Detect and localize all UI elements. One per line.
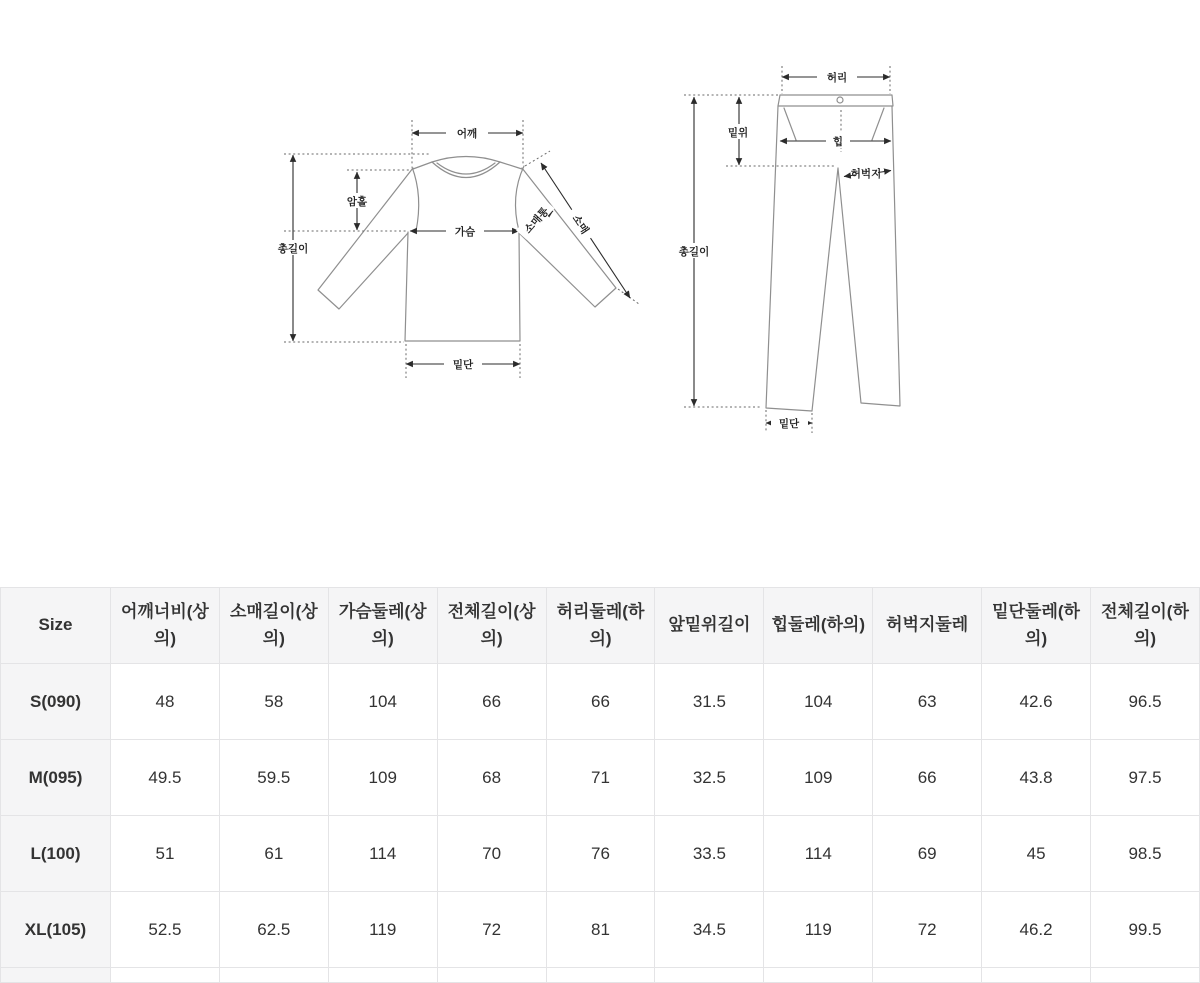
pants-hem-label: 밑단 xyxy=(778,418,800,430)
pants-rise-label: 밑위 xyxy=(727,127,749,139)
shirt-outline-drawing xyxy=(318,157,616,342)
size-label: L(100) xyxy=(1,816,111,892)
table-cell: 34.5 xyxy=(655,892,764,968)
table-cell: 99.5 xyxy=(1091,892,1200,968)
table-cell: 62.5 xyxy=(219,892,328,968)
size-table xyxy=(0,587,1200,983)
table-cell: 52.5 xyxy=(111,892,220,968)
table-cell: 66 xyxy=(873,740,982,816)
table-row-l xyxy=(1,816,1200,892)
pants-thigh-label: 허벅지 xyxy=(850,168,882,180)
table-cell: 104 xyxy=(764,664,873,740)
table-cell-empty xyxy=(873,968,982,983)
table-cell-empty xyxy=(655,968,764,983)
table-cell: 119 xyxy=(764,892,873,968)
table-cell-empty xyxy=(219,968,328,983)
shirt-shoulder-label: 어깨 xyxy=(456,128,478,140)
table-cell: 49.5 xyxy=(111,740,220,816)
pants-waist-label: 허리 xyxy=(826,72,848,84)
table-cell: 32.5 xyxy=(655,740,764,816)
shirt-hem-label: 밑단 xyxy=(452,359,474,371)
table-cell: 46.2 xyxy=(982,892,1091,968)
table-cell-empty xyxy=(982,968,1091,983)
table-cell: 66 xyxy=(546,664,655,740)
table-cell: 71 xyxy=(546,740,655,816)
table-cell: 45 xyxy=(982,816,1091,892)
col-header-thigh-circ: 허벅지둘레 xyxy=(873,588,982,664)
table-cell-empty xyxy=(1091,968,1200,983)
shirt-sleeve-width-label: 소매통 xyxy=(522,205,552,236)
table-cell-empty xyxy=(546,968,655,983)
table-row-xl xyxy=(1,892,1200,968)
table-cell: 58 xyxy=(219,664,328,740)
pants-total-length-label: 총길이 xyxy=(678,246,710,258)
table-cell: 98.5 xyxy=(1091,816,1200,892)
table-cell: 114 xyxy=(328,816,437,892)
table-row-s xyxy=(1,664,1200,740)
table-cell: 96.5 xyxy=(1091,664,1200,740)
table-cell: 42.6 xyxy=(982,664,1091,740)
pants-hip-label: 힙 xyxy=(832,136,844,148)
table-cell: 66 xyxy=(437,664,546,740)
table-cell: 48 xyxy=(111,664,220,740)
col-header-top-length: 전체길이(상의) xyxy=(437,588,546,664)
table-row-partial xyxy=(1,968,1200,983)
table-cell: 43.8 xyxy=(982,740,1091,816)
table-cell: 59.5 xyxy=(219,740,328,816)
table-cell: 76 xyxy=(546,816,655,892)
col-header-bottom-length: 전체길이(하의) xyxy=(1091,588,1200,664)
col-header-hip-circ: 힙둘레(하의) xyxy=(764,588,873,664)
table-row-m xyxy=(1,740,1200,816)
table-cell: 69 xyxy=(873,816,982,892)
shirt-armhole-label: 암홀 xyxy=(346,196,368,208)
table-cell: 114 xyxy=(764,816,873,892)
size-label: M(095) xyxy=(1,740,111,816)
table-cell-empty xyxy=(764,968,873,983)
table-cell: 119 xyxy=(328,892,437,968)
shirt-sleeve-label: 소매 xyxy=(569,212,591,237)
col-header-hem-circ: 밑단둘레(하의) xyxy=(982,588,1091,664)
size-table-header-row xyxy=(1,588,1200,664)
table-cell: 81 xyxy=(546,892,655,968)
table-cell: 109 xyxy=(328,740,437,816)
table-cell: 61 xyxy=(219,816,328,892)
table-cell: 97.5 xyxy=(1091,740,1200,816)
table-cell: 51 xyxy=(111,816,220,892)
table-cell: 70 xyxy=(437,816,546,892)
col-header-size: Size xyxy=(1,588,111,664)
shirt-chest-label: 가슴 xyxy=(454,226,476,238)
col-header-sleeve-length: 소매길이(상의) xyxy=(219,588,328,664)
table-cell: 68 xyxy=(437,740,546,816)
size-label: S(090) xyxy=(1,664,111,740)
table-cell: 109 xyxy=(764,740,873,816)
table-cell: 72 xyxy=(873,892,982,968)
table-cell-empty xyxy=(328,968,437,983)
size-label-empty xyxy=(1,968,111,983)
shirt-total-length-label: 총길이 xyxy=(277,243,309,255)
col-header-shoulder-width: 어깨너비(상의) xyxy=(111,588,220,664)
shirt-dimension-lines xyxy=(270,120,639,378)
table-cell: 72 xyxy=(437,892,546,968)
col-header-chest-circ: 가슴둘레(상의) xyxy=(328,588,437,664)
table-cell: 63 xyxy=(873,664,982,740)
size-label: XL(105) xyxy=(1,892,111,968)
table-cell: 33.5 xyxy=(655,816,764,892)
table-cell: 31.5 xyxy=(655,664,764,740)
col-header-waist-circ: 허리둘레(하의) xyxy=(546,588,655,664)
table-cell: 104 xyxy=(328,664,437,740)
table-cell-empty xyxy=(437,968,546,983)
col-header-front-rise: 앞밑위길이 xyxy=(655,588,764,664)
table-cell-empty xyxy=(111,968,220,983)
